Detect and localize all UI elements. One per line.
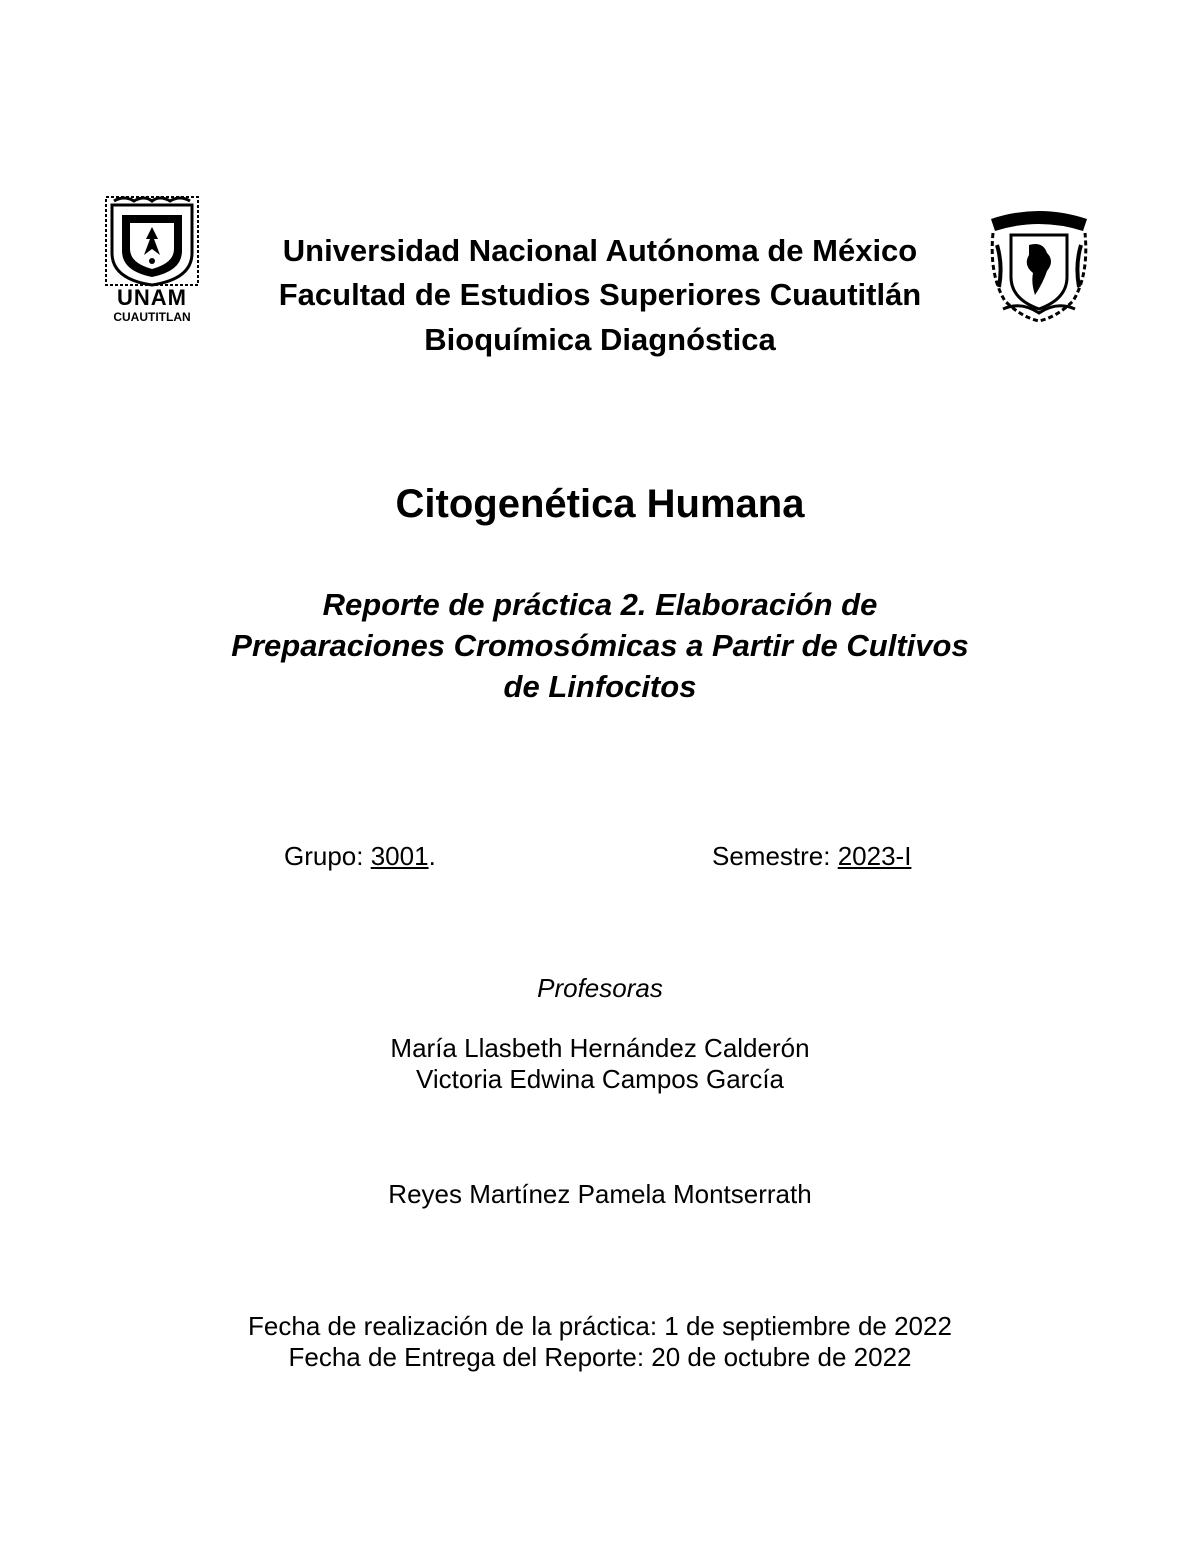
page-title: Citogenética Humana <box>395 482 805 526</box>
group-label: Grupo: <box>284 841 371 871</box>
logo-campus-text: CUAUTITLAN <box>113 310 191 324</box>
group-suffix: . <box>428 841 436 871</box>
course-name: Bioquímica Diagnóstica <box>424 322 776 357</box>
university-name: Universidad Nacional Autónoma de México <box>282 233 918 268</box>
semester-value: 2023-I <box>837 841 912 871</box>
semester-label: Semestre: <box>712 841 838 871</box>
report-subtitle-line-2: Preparaciones Cromosómicas a Partir de Cultivos <box>231 628 969 663</box>
group-value: 3001 <box>370 841 429 871</box>
group-field <box>284 840 436 872</box>
report-subtitle-line-1: Reporte de práctica 2. Elaboración de <box>322 587 878 622</box>
logo-unam-text: UNAM <box>117 285 187 310</box>
professor-name: Victoria Edwina Campos García <box>415 1064 784 1094</box>
date-delivered: Fecha de Entrega del Reporte: 20 de octubre de 2022 <box>288 1342 912 1372</box>
professor-name: María Llasbeth Hernández Calderón <box>390 1033 810 1063</box>
student-name: Reyes Martínez Pamela Montserrath <box>388 1179 812 1209</box>
faculty-name: Facultad de Estudios Superiores Cuautitlán <box>278 277 922 312</box>
semester-field <box>712 840 911 872</box>
report-subtitle-line-3: de Linfocitos <box>503 669 697 704</box>
date-performed: Fecha de realización de la práctica: 1 de septiembre de 2022 <box>248 1311 952 1341</box>
professors-heading: Profesoras <box>537 973 663 1003</box>
